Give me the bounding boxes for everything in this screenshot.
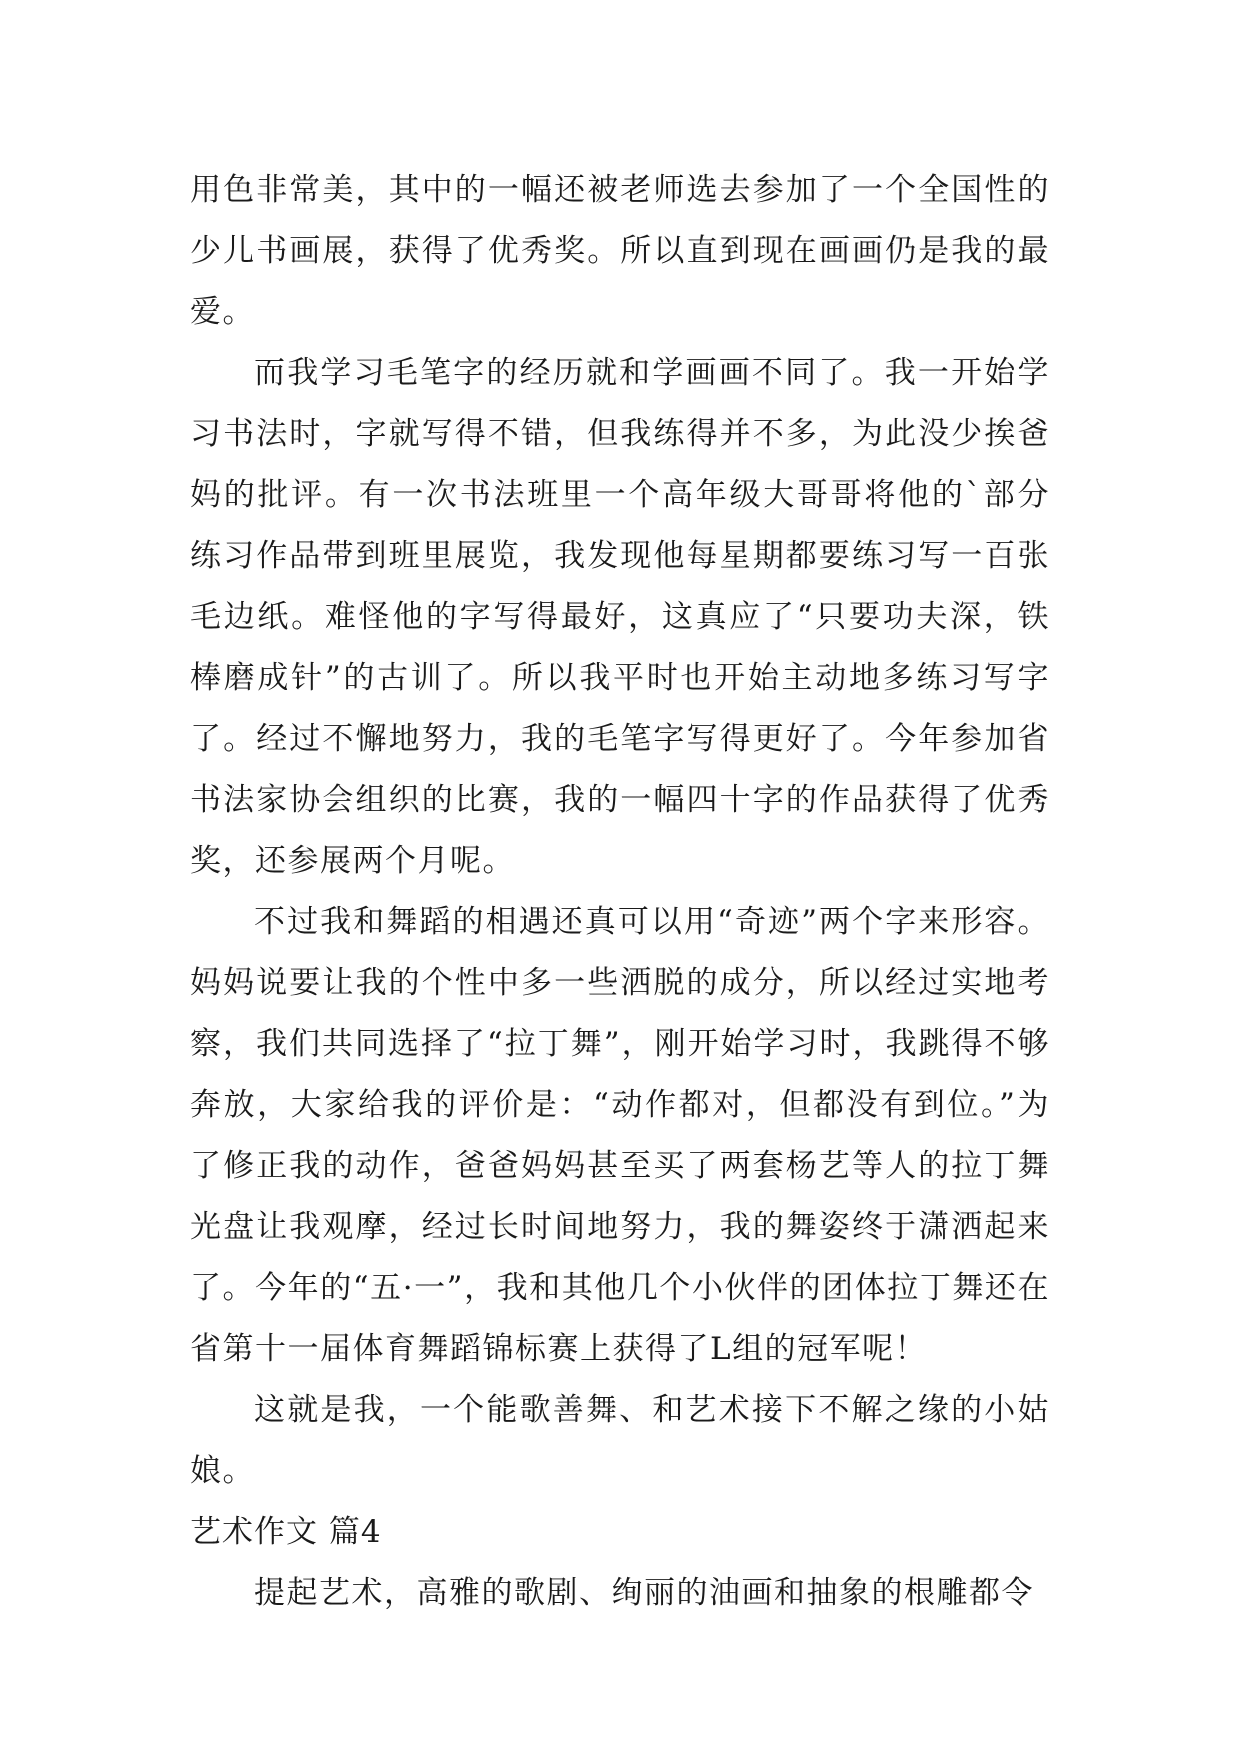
paragraph-2: 而我学习毛笔字的经历就和学画画不同了。我一开始学习书法时，字就写得不错，但我练得并不多，为此没少挨爸妈的批评。有一次书法班里一个高年级大哥哥将他的`部分练习作品带到班里展览，我发现他每星期都要练习写一百张毛边纸。难怪他的字写得最好，这真应了“只要功夫深，铁棒磨成针”的古训了。所以我平时也开始主动地多练习写字了。经过不懈地努力，我的毛笔字写得更好了。今年参加省书法家协会组织的比赛，我的一幅四十字的作品获得了优秀奖，还参展两个月呢。 xyxy=(190,355,1050,879)
document-body xyxy=(190,160,1050,1624)
section-heading: 艺术作文 篇4 xyxy=(190,1514,382,1550)
paragraph-3: 不过我和舞蹈的相遇还真可以用“奇迹”两个字来形容。妈妈说要让我的个性中多一些洒脱的成分，所以经过实地考察，我们共同选择了“拉丁舞”，刚开始学习时，我跳得不够奔放，大家给我的评价是：“动作都对，但都没有到位。”为了修正我的动作，爸爸妈妈甚至买了两套杨艺等人的拉丁舞光盘让我观摩，经过长时间地努力，我的舞姿终于潇洒起来了。今年的“五·一”，我和其他几个小伙伴的团体拉丁舞还在省第十一届体育舞蹈锦标赛上获得了L组的冠军呢！ xyxy=(190,904,1050,1367)
paragraph-5: 提起艺术，高雅的歌剧、绚丽的油画和抽象的根雕都令 xyxy=(254,1575,1034,1611)
paragraph-1: 用色非常美，其中的一幅还被老师选去参加了一个全国性的少儿书画展，获得了优秀奖。所以直到现在画画仍是我的最爱。 xyxy=(190,172,1050,330)
paragraph-4: 这就是我，一个能歌善舞、和艺术接下不解之缘的小姑娘。 xyxy=(190,1392,1050,1489)
